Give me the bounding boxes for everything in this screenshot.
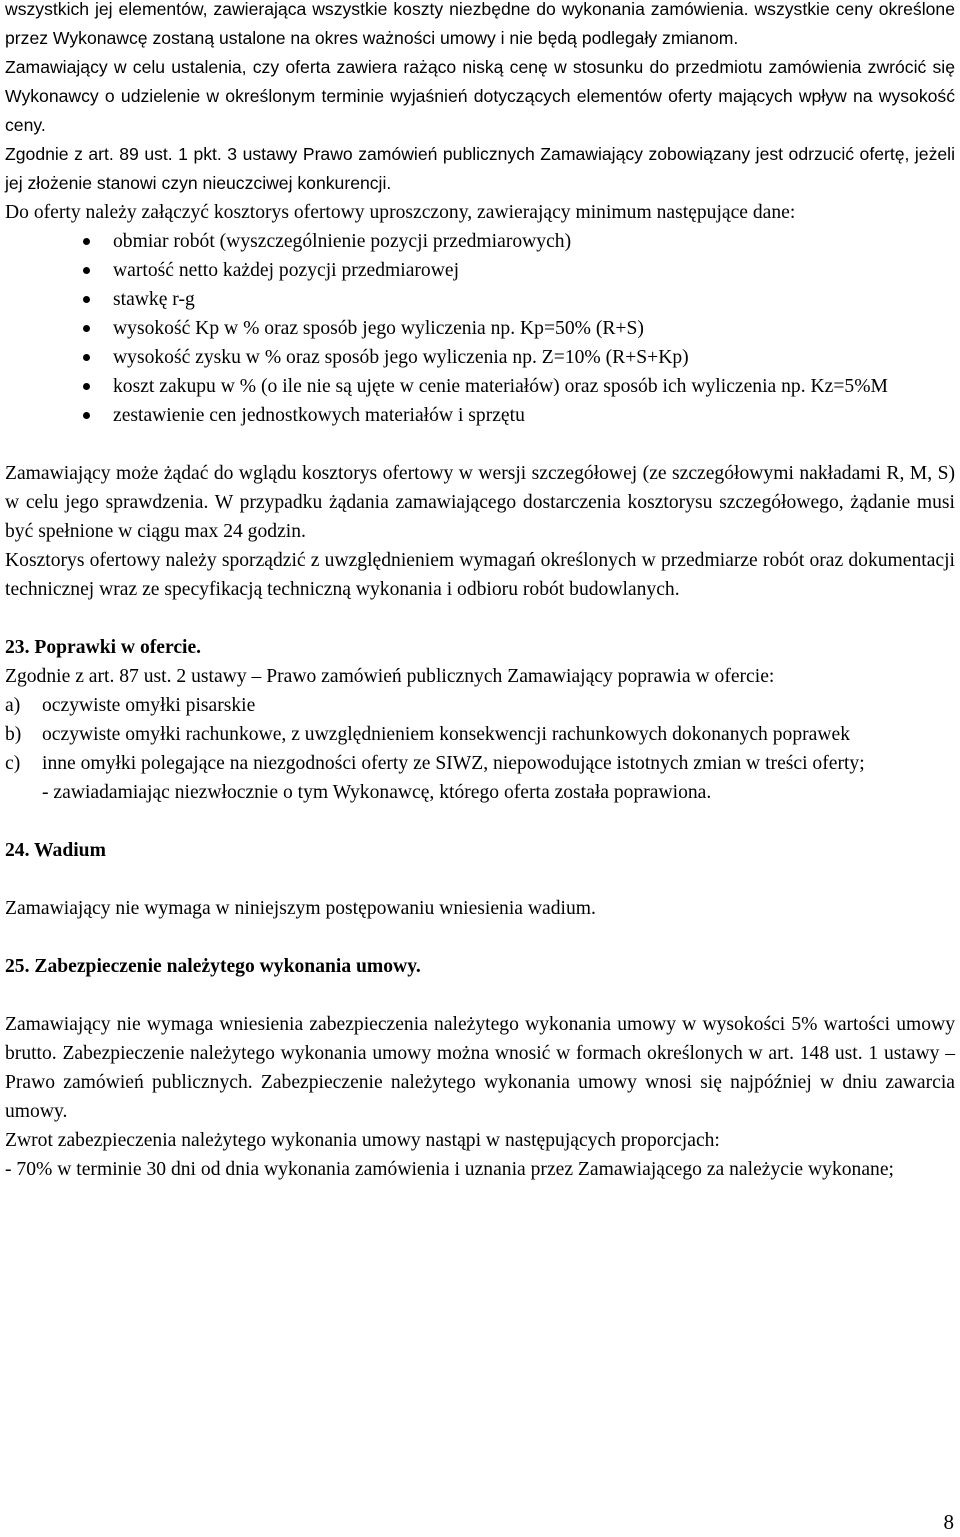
cost-estimate-paragraph: Do oferty należy załączyć kosztorys ofertowy uproszczony, zawierający minimum następujące dane:: [5, 202, 796, 223]
spacer: [5, 923, 955, 952]
prepare-estimate-paragraph: Kosztorys ofertowy należy sporządzić z uwzględnieniem wymagań określonych w przedmiarze robót oraz dokumentacji technicznej wraz ze specyfikacją techniczną wykonania i odbioru robót budowlanych.: [5, 550, 955, 600]
list-item: obmiar robót (wyszczególnienie pozycji przedmiarowych): [5, 227, 955, 256]
spacer: [5, 865, 955, 894]
bullet-icon: [83, 296, 90, 303]
list-item: wysokość Kp w % oraz sposób jego wyliczenia np. Kp=50% (R+S): [5, 314, 955, 343]
list-item: b) oczywiste omyłki rachunkowe, z uwzględnieniem konsekwencji rachunkowych dokonanych poprawek: [5, 724, 850, 745]
spacer: [5, 604, 955, 633]
bullet-icon: [83, 383, 90, 390]
bullet-icon: [83, 412, 90, 419]
section-23-intro: Zgodnie z art. 87 ust. 2 ustawy – Prawo zamówień publicznych Zamawiający poprawia w ofercie:: [5, 666, 775, 687]
document-page: [5, 0, 955, 1184]
list-item: zestawienie cen jednostkowych materiałów i sprzętu: [5, 401, 955, 430]
abnormal-price-paragraph: Zamawiający w celu ustalenia, czy oferta zawiera rażąco niską cenę w stosunku do przedmiotu zamówienia zwrócić się Wykonawcy o udzielenie w określonym terminie wyjaśnień dotyczących elementów oferty mających wpływ na wysokość ceny.: [5, 57, 955, 135]
spacer: [5, 981, 955, 1010]
section-25-paragraph-1: Zamawiający nie wymaga wniesienia zabezpieczenia należytego wykonania umowy w wysokości 5% wartości umowy brutto. Zabezpieczenie należytego wykonania umowy można wnosić w formach określonych w art. 148 ust. 1 ustawy – Prawo zamówień publicznych. Zabezpieczenie należytego wykonania umowy wnosi się najpóźniej w dniu zawarcia umowy.: [5, 1014, 955, 1122]
detailed-estimate-paragraph: Zamawiający może żądać do wglądu kosztorys ofertowy w wersji szczegółowej (ze szczegółowymi nakładami R, M, S) w celu jego sprawdzenia. W przypadku żądania zamawiającego dostarczenia kosztorysu szczegółowego, żądanie musi być spełnione w ciągu max 24 godzin.: [5, 463, 955, 542]
section-23-heading: 23. Poprawki w ofercie.: [5, 637, 202, 658]
section-25-paragraph-3: - 70% w terminie 30 dni od dnia wykonania zamówienia i uznania przez Zamawiającego za należycie wykonane;: [5, 1159, 894, 1180]
spacer: [5, 807, 955, 836]
page-number: 8: [943, 1510, 954, 1534]
list-item: koszt zakupu w % (o ile nie są ujęte w cenie materiałów) oraz sposób ich wyliczenia np. Kz=5%M: [5, 372, 955, 401]
corrections-list: [5, 691, 955, 778]
bullet-icon: [83, 267, 90, 274]
bullet-icon: [83, 238, 90, 245]
list-item: a) oczywiste omyłki pisarskie: [5, 695, 256, 716]
bullet-icon: [83, 325, 90, 332]
section-25-heading: 25. Zabezpieczenie należytego wykonania umowy.: [5, 956, 421, 977]
section-24-text: Zamawiający nie wymaga w niniejszym postępowaniu wniesienia wadium.: [5, 898, 596, 919]
art89-paragraph: Zgodnie z art. 89 ust. 1 pkt. 3 ustawy Prawo zamówień publicznych Zamawiający zobowiązany jest odrzucić ofertę, jeżeli jej złożenie stanowi czyn nieuczciwej konkurencji.: [5, 144, 955, 193]
bullet-icon: [83, 354, 90, 361]
list-item: wartość netto każdej pozycji przedmiarowej: [5, 256, 955, 285]
section-23-note: - zawiadamiając niezwłocznie o tym Wykonawcę, którego oferta została poprawiona.: [42, 782, 712, 803]
intro-paragraph: wszystkich jej elementów, zawierająca wszystkie koszty niezbędne do wykonania zamówienia. wszystkie ceny określone przez Wykonawcę zostaną ustalone na okres ważności umowy i nie będą podlegały zmianom.: [5, 0, 955, 48]
section-24-heading: 24. Wadium: [5, 840, 106, 861]
list-item: wysokość zysku w % oraz sposób jego wyliczenia np. Z=10% (R+S+Kp): [5, 343, 955, 372]
list-item: stawkę r-g: [5, 285, 955, 314]
required-data-list: [5, 227, 955, 430]
spacer: [5, 430, 955, 459]
section-25-paragraph-2: Zwrot zabezpieczenia należytego wykonania umowy nastąpi w następujących proporcjach:: [5, 1130, 720, 1151]
list-item: c) inne omyłki polegające na niezgodności oferty ze SIWZ, niepowodujące istotnych zmian w treści oferty;: [5, 753, 865, 774]
